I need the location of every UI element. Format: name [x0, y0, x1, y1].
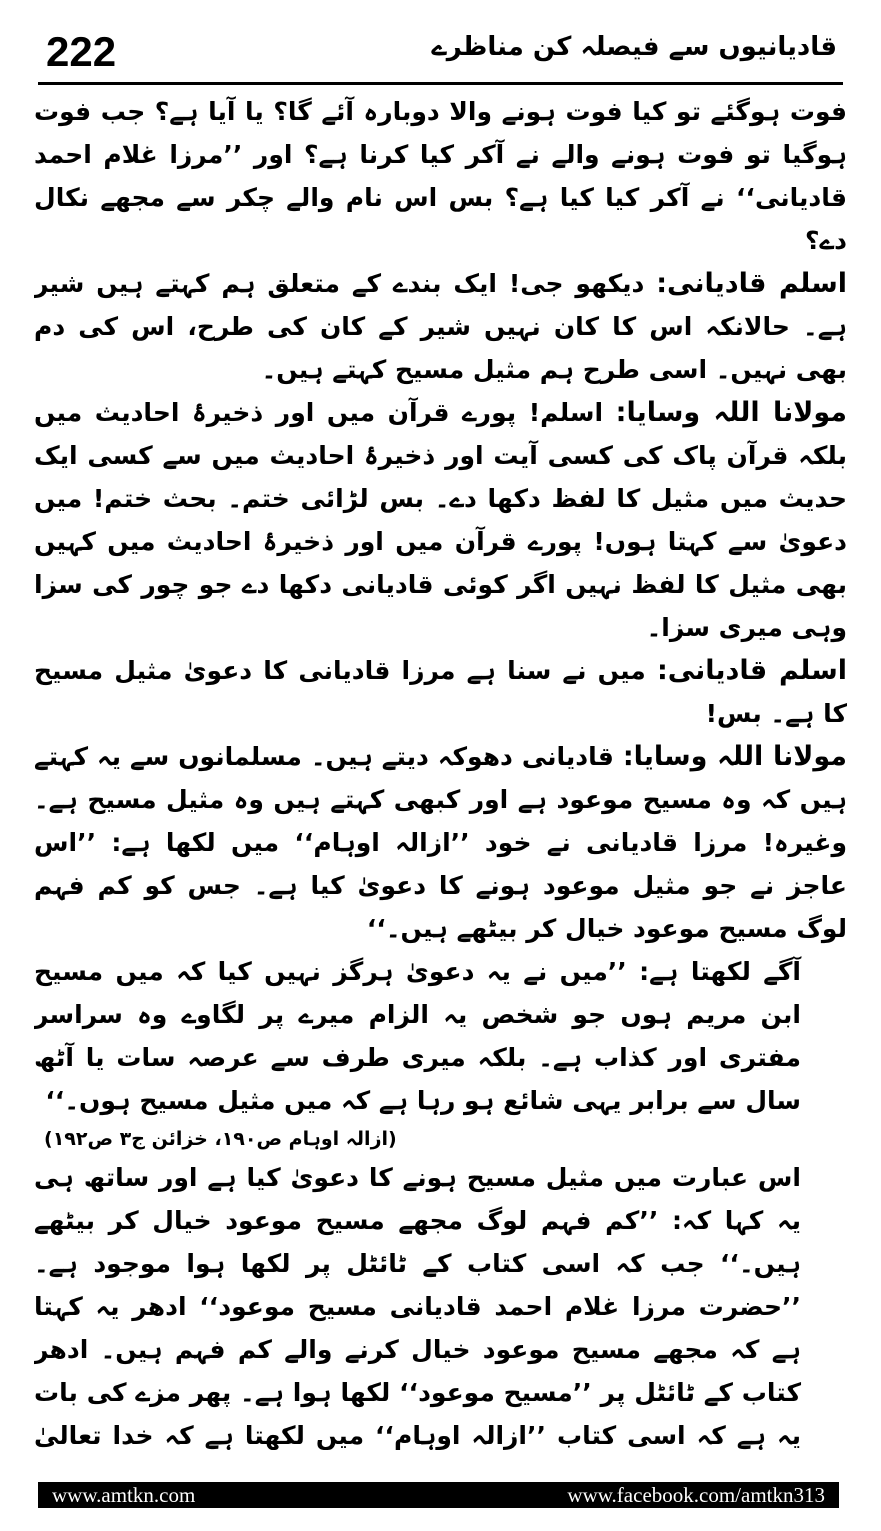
reference-citation: (ازالہ اوہام ص۱۹۰، خزائن ج۳ ص۱۹۲): [44, 1128, 397, 1150]
paragraph-1: فوت ہوگئے تو کیا فوت ہونے والا دوبارہ آئے گا؟ یا آیا ہے؟ جب فوت ہوگیا تو فوت ہونے والے نے آکر کیا کرنا ہے؟ اور ’’مرزا غلام احمد قادیانی‘‘ نے آکر کیا کیا ہے؟ بس اس نام والے چکر سے مجھے نکال دے؟: [34, 97, 847, 255]
dialogue-maulana-1: [34, 391, 847, 649]
dialogue-maulana-2: [34, 735, 847, 950]
running-title: قادیانیوں سے فیصلہ کن مناظرے: [431, 32, 837, 62]
page-header: [38, 28, 843, 80]
speaker-maulana: مولانا اللہ وسایا:: [622, 741, 847, 772]
paragraph-analysis: اس عبارت میں مثیل مسیح ہونے کا دعویٰ کیا ہے اور ساتھ ہی یہ کہا کہ: ’’کم فہم لوگ مجھے مسیح موعود خیال کر بیٹھے ہیں۔‘‘ جب کہ اسی کتاب کے ٹائٹل پر لکھا ہوا موجود ہے۔ ’’حضرت مرزا غلام احمد قادیانی مسیح موعود‘‘ ادھر یہ کہتا ہے کہ مجھے مسیح موعود خیال کرنے والے کم فہم ہیں۔ ادھر کتاب کے ٹائٹل پر ’’مسیح موعود‘‘ لکھا ہوا ہے۔ پھر مزے کی بات یہ ہے کہ اسی کتاب ’’ازالہ اوہام‘‘ میں لکھتا ہے کہ خدا تعالیٰ: [34, 1163, 801, 1450]
quote-paragraph: آگے لکھتا ہے: ’’میں نے یہ دعویٰ ہرگز نہیں کیا کہ میں مسیح ابن مریم ہوں جو شخص یہ الزام میرے پر لگاوے وہ سراسر مفتری اور کذاب ہے۔ بلکہ میری طرف سے عرصہ سات یا آٹھ سال سے برابر یہی شائع ہو رہا ہے کہ میں مثیل مسیح ہوں۔‘‘: [34, 957, 801, 1115]
website-link[interactable]: www.amtkn.com: [52, 1483, 196, 1507]
speaker-aslam: اسلم قادیانی:: [656, 268, 847, 299]
page-body: [34, 90, 847, 1450]
page-number: 222: [46, 28, 117, 75]
speaker-maulana: مولانا اللہ وسایا:: [615, 397, 847, 428]
dialogue-aslam-2: [34, 649, 847, 735]
dialogue-text: اسلم! پورے قرآن میں اور ذخیرۂ احادیث میں بلکہ قرآن پاک کی کسی آیت اور ذخیرۂ احادیث میں سے کسی ایک حدیث میں مثیل کا لفظ دکھا دے۔ بس لڑائی ختم۔ بحث ختم! میں دعویٰ سے کہتا ہوں! پورے قرآن میں اور ذخیرۂ احادیث میں کہیں بھی مثیل کا لفظ نہیں اگر کوئی قادیانی دکھا دے جو چور کی سزا وہی میری سزا۔: [34, 398, 847, 642]
header-divider: [38, 82, 843, 85]
speaker-aslam: اسلم قادیانی:: [656, 655, 847, 686]
dialogue-text: میں نے سنا ہے مرزا قادیانی کا دعویٰ مثیل مسیح کا ہے۔ بس!: [34, 656, 847, 728]
facebook-link[interactable]: www.facebook.com/amtkn313: [567, 1483, 825, 1507]
dialogue-text: دیکھو جی! ایک بندے کے متعلق ہم کہتے ہیں شیر ہے۔ حالانکہ اس کا کان نہیں شیر کے کان کی طرح، اس کی دم بھی نہیں۔ اسی طرح ہم مثیل مسیح کہتے ہیں۔: [34, 269, 847, 384]
dialogue-text: قادیانی دھوکہ دیتے ہیں۔ مسلمانوں سے یہ کہتے ہیں کہ وہ مسیح موعود ہے اور کبھی کہتے ہیں وہ مثیل مسیح ہے۔ وغیرہ! مرزا قادیانی نے خود ’’ازالہ اوہام‘‘ میں لکھا ہے: ’’اس عاجز نے جو مثیل موعود ہونے کا دعویٰ کیا ہے۔ جس کو کم فہم لوگ مسیح موعود خیال کر بیٹھے ہیں۔‘‘: [34, 742, 847, 943]
page-footer: [38, 1482, 839, 1508]
dialogue-aslam-1: [34, 262, 847, 391]
